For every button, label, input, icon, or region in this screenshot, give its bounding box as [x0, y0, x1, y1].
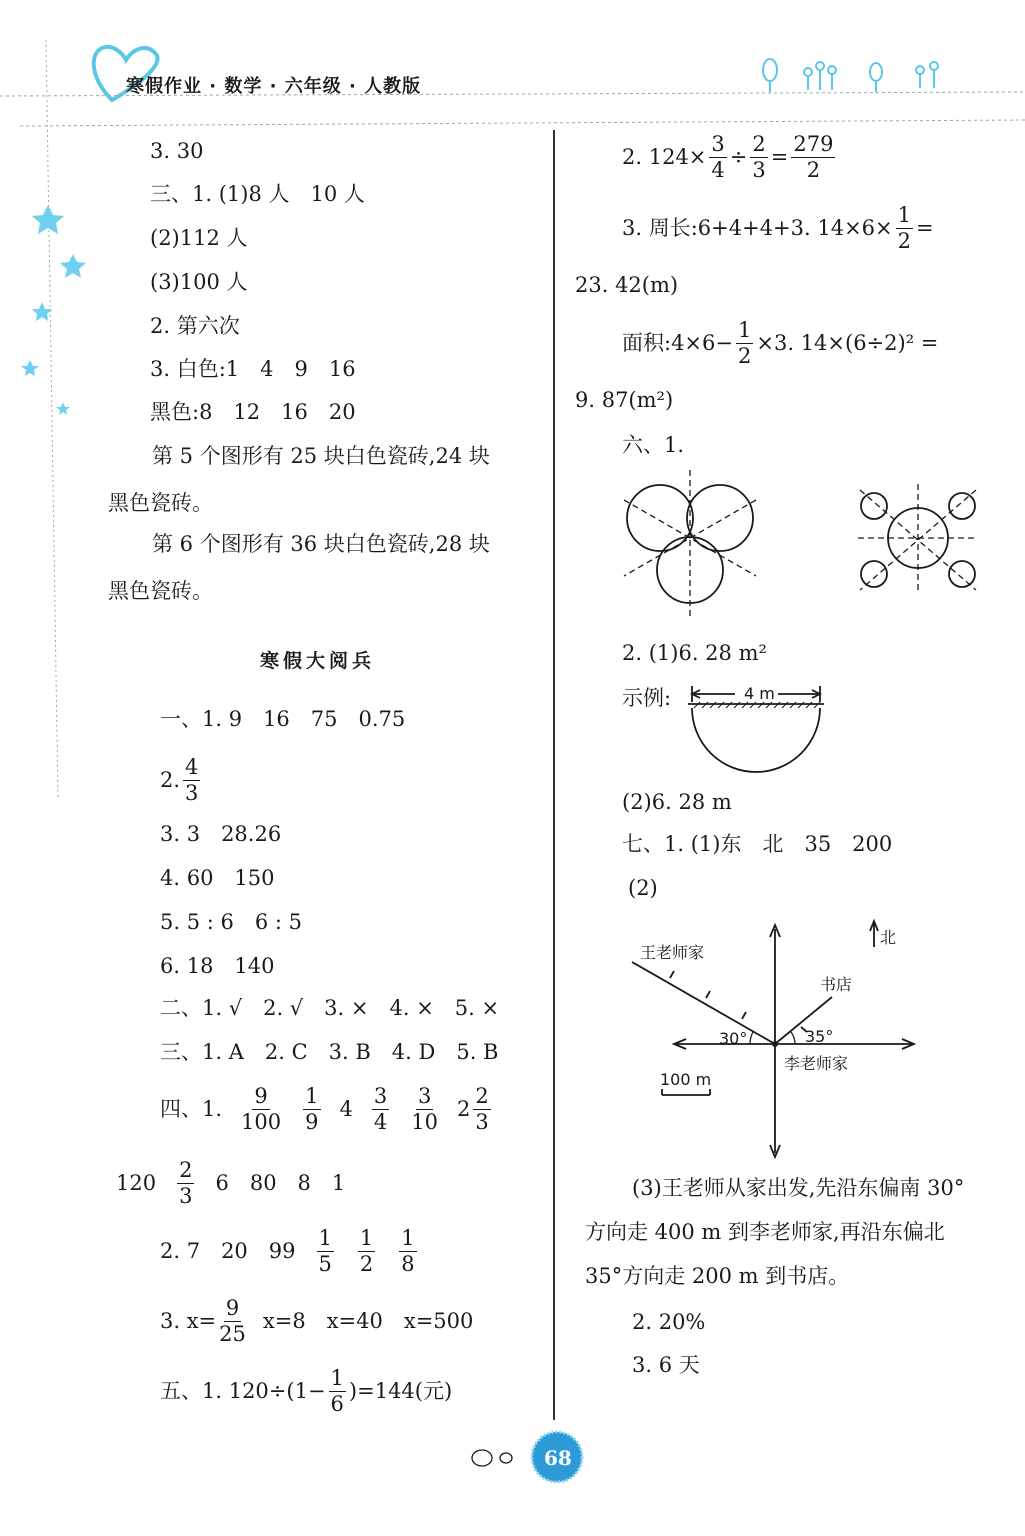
denominator: 6: [330, 1392, 344, 1416]
angle-label-left: 30°: [719, 1029, 748, 1048]
answer-line: 三、1. (1)8 人 10 人: [150, 182, 365, 206]
numerator: 4: [185, 755, 199, 779]
numerator: 1: [738, 318, 752, 342]
numerator: 9: [254, 1084, 268, 1108]
value: 2: [457, 1097, 471, 1121]
fraction: [183, 757, 200, 804]
fraction: [399, 1228, 416, 1275]
answer-line: 黑色瓷砖。: [108, 491, 213, 515]
answer-line: (3)100 人: [150, 270, 248, 294]
north-label: 北: [880, 928, 897, 947]
answer-line: 六、1.: [622, 433, 685, 457]
numerator: 9: [225, 1296, 240, 1320]
answer-line: 3. 6 天: [632, 1353, 700, 1377]
value: 2. 7 20 99: [160, 1239, 296, 1263]
fraction: [736, 320, 753, 367]
denominator: 3: [475, 1110, 489, 1134]
value: 五、1. 120÷(1−: [160, 1379, 326, 1403]
answer-line: 一、1. 9 16 75 0.75: [160, 707, 406, 731]
answer-line: 七、1. (1)东 北 35 200: [622, 832, 893, 856]
denominator: 25: [219, 1322, 246, 1346]
numerator: 3: [417, 1084, 432, 1108]
answer-line: 2. (1)6. 28 m²: [622, 641, 767, 665]
scale-label: 100 m: [660, 1070, 712, 1089]
numerator: 2: [752, 132, 766, 156]
answer-line: (2): [628, 876, 658, 900]
tree-icons: [763, 59, 938, 92]
value: ×3. 14×(6÷2)² =: [756, 331, 939, 355]
answer-line: (2)112 人: [150, 226, 248, 250]
answer-line-fractions: [160, 1368, 452, 1415]
answer-line-fractions: [160, 1298, 473, 1345]
answer-line-fractions: [622, 205, 934, 252]
denominator: 2: [806, 158, 821, 182]
answer-line: 3. 白色:1 4 9 16: [150, 357, 356, 381]
answer-line-fractions: [622, 134, 838, 181]
fraction: [329, 1368, 346, 1415]
denominator: 3: [185, 781, 199, 805]
answer-line: 9. 87(m²): [575, 388, 674, 412]
numerator: 1: [318, 1226, 332, 1250]
numerator: 3: [711, 132, 725, 156]
item-number: 2.: [160, 768, 181, 792]
answer-line: 二、1. √ 2. √ 3. × 4. × 5. ×: [160, 996, 500, 1020]
left-margin-decoration: [0, 0, 110, 820]
answer-line-fractions: [622, 320, 938, 367]
numerator: 3: [373, 1084, 388, 1108]
answer-line: 2. 20%: [632, 1310, 706, 1334]
numerator: 1: [359, 1226, 374, 1250]
star-icon: [60, 254, 86, 278]
star-icon: [21, 360, 39, 376]
example-label: 示例:: [622, 686, 672, 710]
value: 面积:4×6−: [622, 331, 733, 355]
section-title: 寒假大阅兵: [260, 650, 376, 672]
answer-line-fractions: [116, 1160, 345, 1207]
answer-line-fractions: [160, 1086, 494, 1133]
denominator: 8: [401, 1252, 415, 1276]
value: )=144(元): [348, 1379, 453, 1403]
operator: ÷: [729, 145, 748, 169]
answer-line: 4. 60 150: [160, 866, 275, 890]
star-icon: [56, 402, 70, 415]
header-decoration: [0, 0, 1025, 140]
value: 6 80 8 1: [215, 1171, 346, 1195]
answer-line: 3. 30: [150, 139, 204, 163]
star-icon: [32, 205, 64, 234]
answer-line: 第 5 个图形有 25 块白色瓷砖,24 块: [152, 444, 490, 468]
item-number: 四、1.: [160, 1097, 223, 1121]
answer-line: 35°方向走 200 m 到书店。: [585, 1264, 850, 1288]
page-number: 68: [544, 1446, 572, 1470]
operator: =: [916, 216, 934, 240]
fraction: [358, 1228, 375, 1275]
answer-line: (3)王老师从家出发,先沿东偏南 30°: [632, 1176, 965, 1200]
fraction: [219, 1298, 246, 1345]
answer-line: 23. 42(m): [575, 273, 679, 297]
value: 2. 124×: [622, 145, 707, 169]
answer-line: 5. 5 : 6 6 : 5: [160, 910, 303, 934]
answer-line: 6. 18 140: [160, 954, 275, 978]
denominator: 3: [179, 1184, 193, 1208]
denominator: 3: [752, 158, 766, 182]
fraction: [896, 205, 913, 252]
fraction: [372, 1086, 389, 1133]
star-icon: [32, 302, 52, 321]
answer-line: 黑色:8 12 16 20: [150, 400, 356, 424]
fraction: [317, 1228, 334, 1275]
fraction: [303, 1086, 320, 1133]
numerator: 1: [401, 1226, 415, 1250]
fraction: [791, 134, 835, 181]
symmetry-figures: [610, 470, 1010, 620]
answer-line: 第 6 个图形有 36 块白色瓷砖,28 块: [152, 532, 490, 556]
value: 3. x=: [160, 1309, 217, 1333]
dimension-label: 4 m: [744, 684, 775, 703]
denominator: 9: [305, 1110, 319, 1134]
header-title: 寒假作业 · 数学 · 六年级 · 人教版: [126, 76, 422, 97]
operator: =: [770, 145, 789, 169]
five-circles-figure: [858, 484, 978, 594]
value: 120: [116, 1171, 157, 1195]
three-circles-figure: [624, 470, 756, 620]
fraction: [750, 134, 767, 181]
numerator: 2: [475, 1084, 489, 1108]
answer-line: 3. 3 28.26: [160, 822, 282, 846]
footer-decoration: [460, 1428, 600, 1488]
bookstore-label: 书店: [820, 975, 853, 994]
answer-line: 黑色瓷砖。: [108, 579, 213, 603]
numerator: 2: [179, 1158, 193, 1182]
answer-line: (2)6. 28 m: [622, 790, 732, 814]
denominator: 2: [359, 1252, 374, 1276]
fraction: [473, 1086, 490, 1133]
answer-line: 三、1. A 2. C 3. B 4. D 5. B: [160, 1040, 499, 1064]
denominator: 100: [241, 1110, 282, 1134]
numerator: 279: [793, 132, 834, 156]
value: x=8 x=40 x=500: [262, 1309, 474, 1333]
denominator: 2: [738, 344, 752, 368]
numerator: 1: [305, 1084, 319, 1108]
answer-line-fractions: [160, 1228, 420, 1275]
fraction: [177, 1160, 194, 1207]
fraction: [709, 134, 726, 181]
numerator: 1: [897, 203, 912, 227]
denominator: 10: [411, 1110, 438, 1134]
teacher-li-home-label: 李老师家: [784, 1054, 849, 1073]
value: 4: [339, 1097, 353, 1121]
teacher-wang-home-label: 王老师家: [640, 943, 705, 962]
fraction: [241, 1086, 281, 1133]
answer-line: 2. 第六次: [150, 314, 240, 338]
denominator: 4: [373, 1110, 388, 1134]
denominator: 5: [318, 1252, 332, 1276]
fraction: [411, 1086, 438, 1133]
value: 3. 周长:6+4+4+3. 14×6×: [622, 216, 893, 240]
angle-label-right: 35°: [805, 1027, 834, 1046]
column-divider: [553, 130, 555, 1420]
denominator: 2: [897, 229, 912, 253]
numerator: 1: [330, 1366, 344, 1390]
answer-line-fraction: [160, 757, 203, 804]
answer-line: 方向走 400 m 到李老师家,再沿东偏北: [585, 1220, 945, 1244]
denominator: 4: [711, 158, 725, 182]
